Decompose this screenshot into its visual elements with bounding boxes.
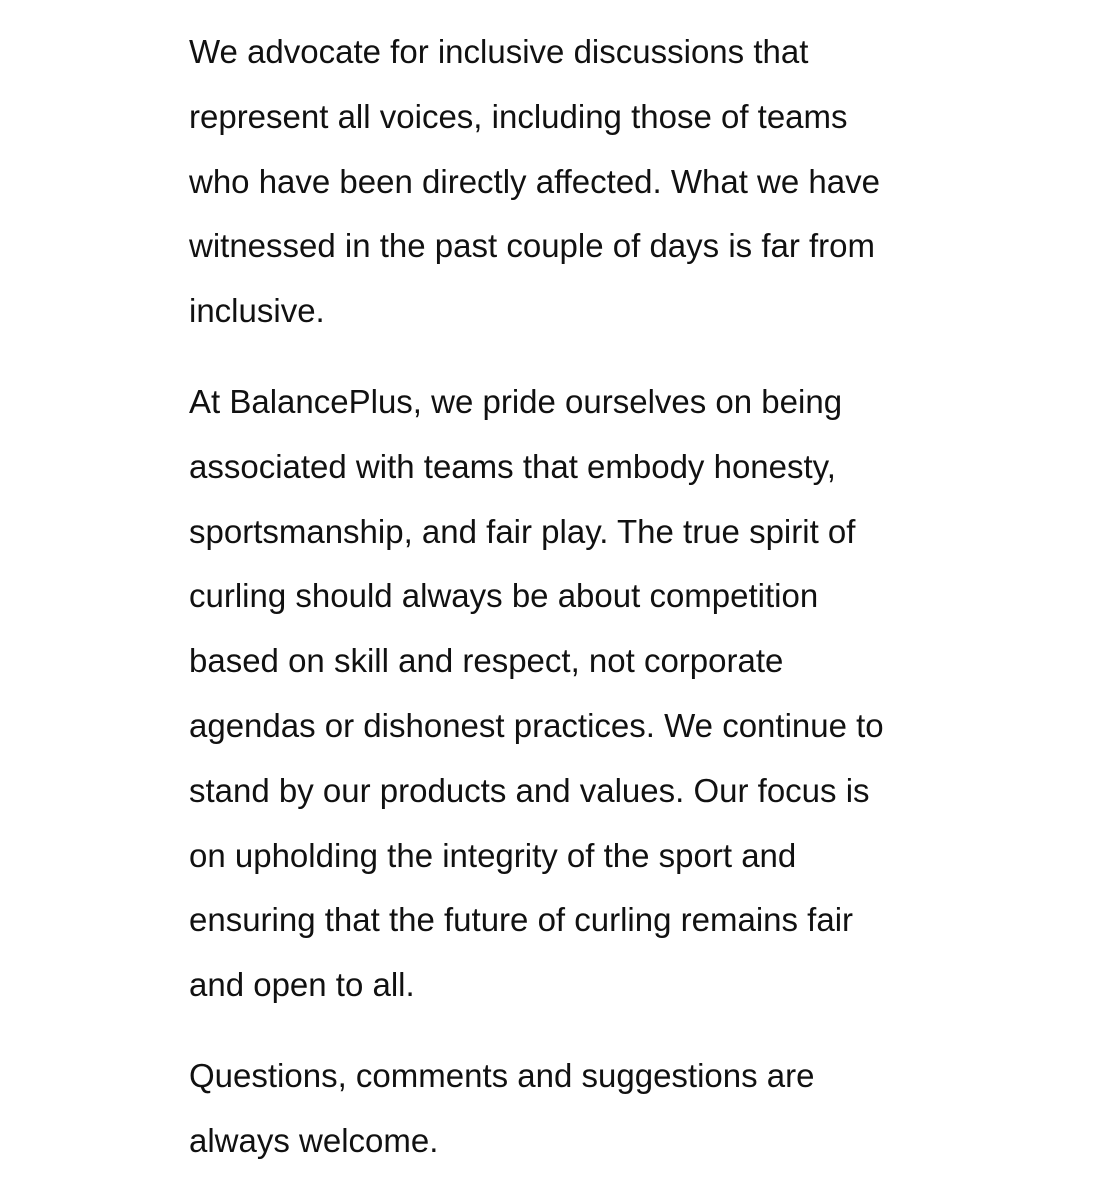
paragraph-balanceplus-values — [189, 370, 969, 1018]
text-line: on upholding the integrity of the sport and — [189, 836, 797, 874]
text-line: represent all voices, including those of teams — [189, 97, 848, 135]
text-line: based on skill and respect, not corporate — [189, 642, 784, 680]
text-line: curling should always be about competition — [189, 577, 819, 615]
text-line: inclusive. — [189, 292, 325, 330]
text-line: agendas or dishonest practices. We continue to — [189, 706, 884, 744]
text-line: We advocate for inclusive discussions that — [189, 33, 809, 70]
text-line: witnessed in the past couple of days is far from — [189, 227, 876, 265]
text-line: associated with teams that embody honesty, — [189, 447, 836, 485]
text-line: who have been directly affected. What we have — [189, 162, 880, 200]
text-line: stand by our products and values. Our focus is — [189, 771, 870, 809]
text-line: At BalancePlus, we pride ourselves on being — [189, 382, 843, 420]
text-line: sportsmanship, and fair play. The true spirit of — [189, 512, 856, 550]
text-line: ensuring that the future of curling remains fair — [189, 901, 854, 939]
text-line: and open to all. — [189, 966, 415, 1004]
text-line: Questions, comments and suggestions are — [189, 1056, 815, 1094]
paragraph-questions-welcome — [189, 1044, 969, 1174]
paragraph-inclusive-discussions — [189, 20, 969, 344]
statement-document — [189, 20, 969, 1200]
text-line: always welcome. — [189, 1121, 439, 1159]
